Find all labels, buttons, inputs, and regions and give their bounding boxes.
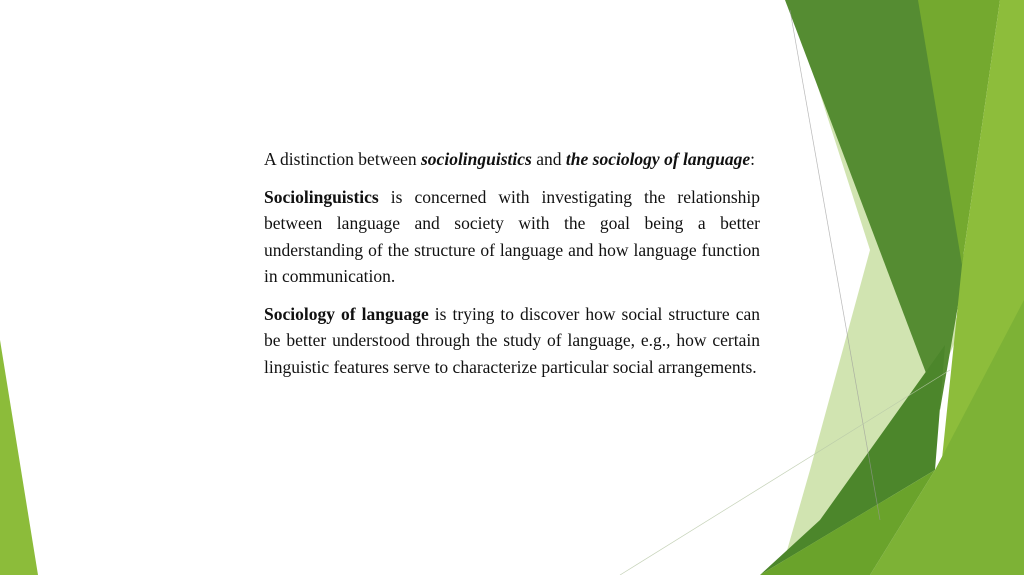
heading-paragraph	[264, 146, 760, 173]
sociolinguistics-paragraph	[264, 184, 760, 290]
sociology-of-language-paragraph	[264, 301, 760, 381]
heading-conjunction: and	[531, 149, 566, 169]
slide-body	[264, 146, 760, 391]
left-edge-green-shape	[0, 340, 38, 575]
sociology-of-language-term: Sociology of language	[264, 303, 429, 324]
heading-prefix: A distinction between	[264, 149, 421, 169]
heading-colon: :	[750, 149, 755, 169]
sociology-of-language-definition: is trying to discover how social structure can be better understood through the study of language, e.g., how certain linguistic features serve to characterize particular social arrangements.	[264, 303, 760, 377]
term-sociology-of-language: the sociology of language	[565, 149, 751, 169]
term-sociolinguistics: sociolinguistics	[421, 149, 532, 169]
sociolinguistics-term: Sociolinguistics	[264, 186, 379, 207]
sociolinguistics-definition: is concerned with investigating the relationship between language and society with the goal being a better understanding of the structure of language and how language function in communication.	[264, 186, 760, 286]
